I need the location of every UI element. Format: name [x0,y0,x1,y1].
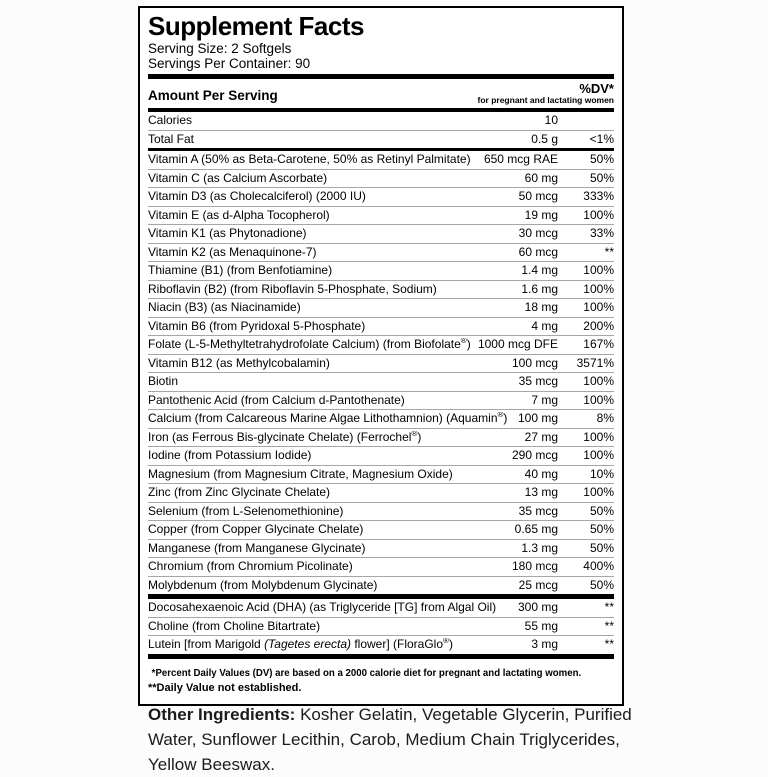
amount-value: 7 mg [531,392,558,407]
amount-value: 19 mg [524,207,558,222]
dv-header-note: for pregnant and lactating women [477,95,614,105]
table-row [148,372,614,391]
nutrient-name: Selenium (from L-Selenomethionine) [148,504,344,518]
amount-value: 40 mg [524,466,558,481]
nutrient-name: Niacin (B3) (as Niacinamide) [148,301,301,315]
amount-value: 50 mcg [518,189,558,204]
dv-value: 50% [589,540,614,555]
amount-value: 650 mcg RAE [483,152,558,167]
nutrient-name: Calcium (from Calcareous Marine Algae Lithothamnion) (Aquamin®) [148,412,508,426]
dv-value: 100% [583,207,614,222]
table-row [148,243,614,262]
amount-value: 30 mcg [518,226,558,241]
amount-value: 27 mg [524,429,558,444]
dv-value: 200% [583,318,614,333]
nutrient-name: Vitamin A (50% as Beta-Carotene, 50% as Retinyl Palmitate) [148,153,471,167]
dv-value: ** [604,637,614,652]
dv-value: 50% [589,577,614,592]
table-row [148,539,614,558]
table-row [148,130,614,149]
amount-value: 18 mg [524,300,558,315]
table-row [148,335,614,354]
dv-header [478,82,614,105]
dv-value: 100% [583,300,614,315]
dv-value: 100% [583,263,614,278]
amount-value: 60 mg [524,170,558,185]
panel-title: Supplement Facts [148,11,364,41]
extra-rows-group [148,599,614,654]
nutrient-name: Thiamine (B1) (from Benfotiamine) [148,264,333,278]
amount-value: 1.6 mg [521,281,558,296]
table-row [148,428,614,447]
amount-value: 55 mg [524,618,558,633]
nutrient-name: Docosahexaenoic Acid (DHA) (as Triglyceride [TG] from Algal Oil) [148,601,497,615]
amount-value: 1.4 mg [521,263,558,278]
amount-value: 4 mg [531,318,558,333]
table-row [148,391,614,410]
nutrient-name: Vitamin B6 (from Pyridoxal 5-Phosphate) [148,319,366,333]
nutrient-name: Vitamin K1 (as Phytonadione) [148,227,307,241]
dv-value: 100% [583,281,614,296]
amount-value: 13 mg [524,485,558,500]
footnote-percent-dv: *Percent Daily Values (DV) are based on a 2000 calorie diet for pregnant and lactating women. [151,666,582,679]
table-row [148,112,614,130]
table-row [148,317,614,336]
amount-value: 60 mcg [518,244,558,259]
amount-value: 1000 mcg DFE [477,337,558,352]
nutrient-rows-group [148,151,614,594]
amount-value: 1.3 mg [521,540,558,555]
table-row [148,280,614,299]
nutrient-name: Magnesium (from Magnesium Citrate, Magnesium Oxide) [148,467,453,481]
dv-value: ** [604,618,614,633]
table-row [148,206,614,225]
nutrient-name: Total Fat [148,132,195,146]
amount-value: 100 mg [517,411,558,426]
table-row [148,502,614,521]
column-header-row [148,79,614,108]
serving-size: Serving Size: 2 Softgels [148,41,292,56]
amount-value: 0.65 mg [514,522,558,537]
nutrient-name: Biotin [148,375,179,389]
dv-value: 50% [589,170,614,185]
other-ingredients-label: Other Ingredients: [148,705,296,724]
table-row [148,151,614,169]
dv-value: 100% [583,374,614,389]
table-row [148,354,614,373]
dv-value: 33% [589,226,614,241]
table-row [148,409,614,428]
table-row [148,187,614,206]
table-row [148,261,614,280]
dv-value: 167% [583,337,614,352]
nutrient-name: Vitamin C (as Calcium Ascorbate) [148,171,328,185]
nutrient-name: Riboflavin (B2) (from Riboflavin 5-Phosphate, Sodium) [148,282,437,296]
dv-value: 100% [583,429,614,444]
nutrient-name: Folate (L-5-Methyltetrahydrofolate Calcium) (from Biofolate®) [148,338,471,352]
amount-value: 35 mcg [518,503,558,518]
amount-value: 100 mcg [511,355,558,370]
nutrient-name: Chromium (from Chromium Picolinate) [148,560,353,574]
table-row [148,224,614,243]
nutrient-name: Choline (from Choline Bitartrate) [148,619,321,633]
dv-value: 10% [589,466,614,481]
amount-value: 300 mg [517,600,558,615]
table-row [148,617,614,636]
amount-value: 3 mg [531,637,558,652]
dv-header-title: %DV* [579,81,614,96]
nutrient-name: Iron (as Ferrous Bis-glycinate Chelate) (Ferrochel®) [148,430,422,444]
table-row [148,298,614,317]
other-ingredients [148,702,648,777]
dv-value: 100% [583,485,614,500]
nutrient-name: Molybdenum (from Molybdenum Glycinate) [148,578,378,592]
dv-value: ** [604,600,614,615]
amount-value: 10 [544,113,558,128]
nutrient-name: Manganese (from Manganese Glycinate) [148,541,366,555]
amount-value: 35 mcg [518,374,558,389]
footnote-dv-not-established: **Daily Value not established. [148,681,302,694]
table-row [148,465,614,484]
amount-value: 0.5 g [531,131,558,146]
nutrient-name: Lutein [from Marigold (Tagetes erecta) flower] (FloraGlo®) [148,638,453,652]
macro-rows-group [148,112,614,148]
nutrient-name: Vitamin E (as d-Alpha Tocopherol) [148,208,330,222]
dv-value: 3571% [576,355,614,370]
footnotes [148,659,614,698]
dv-value: 50% [589,522,614,537]
nutrient-name: Copper (from Copper Glycinate Chelate) [148,523,364,537]
dv-value: 400% [583,559,614,574]
table-row [148,446,614,465]
supplement-facts-panel [138,6,624,706]
amount-per-serving-header: Amount Per Serving [148,88,278,103]
nutrient-name: Zinc (from Zinc Glycinate Chelate) [148,486,331,500]
other-ingredients-text: Kosher Gelatin, Vegetable Glycerin, Purified Water, Sunflower Lecithin, Carob, Medium Chain Triglycerides, Yellow Beeswax. [148,705,632,774]
dv-value: <1% [589,131,614,146]
nutrient-name: Calories [148,114,193,128]
nutrient-name: Iodine (from Potassium Iodide) [148,449,312,463]
table-row [148,520,614,539]
amount-value: 290 mcg [511,448,558,463]
amount-value: 25 mcg [518,577,558,592]
table-row [148,483,614,502]
dv-value: 50% [589,152,614,167]
dv-value: 50% [589,503,614,518]
dv-value: 100% [583,392,614,407]
table-row [148,576,614,595]
table-row [148,557,614,576]
nutrient-name: Pantothenic Acid (from Calcium d-Pantothenate) [148,393,405,407]
dv-value: 8% [596,411,614,426]
dv-value: 100% [583,448,614,463]
amount-value: 180 mcg [511,559,558,574]
servings-per-container: Servings Per Container: 90 [148,56,311,71]
table-row [148,599,614,617]
table-row [148,635,614,654]
nutrient-name: Vitamin K2 (as Menaquinone-7) [148,245,317,259]
dv-value: 333% [583,189,614,204]
nutrient-name: Vitamin D3 (as Cholecalciferol) (2000 IU) [148,190,366,204]
dv-value: ** [604,244,614,259]
nutrient-name: Vitamin B12 (as Methylcobalamin) [148,356,330,370]
table-row [148,169,614,188]
